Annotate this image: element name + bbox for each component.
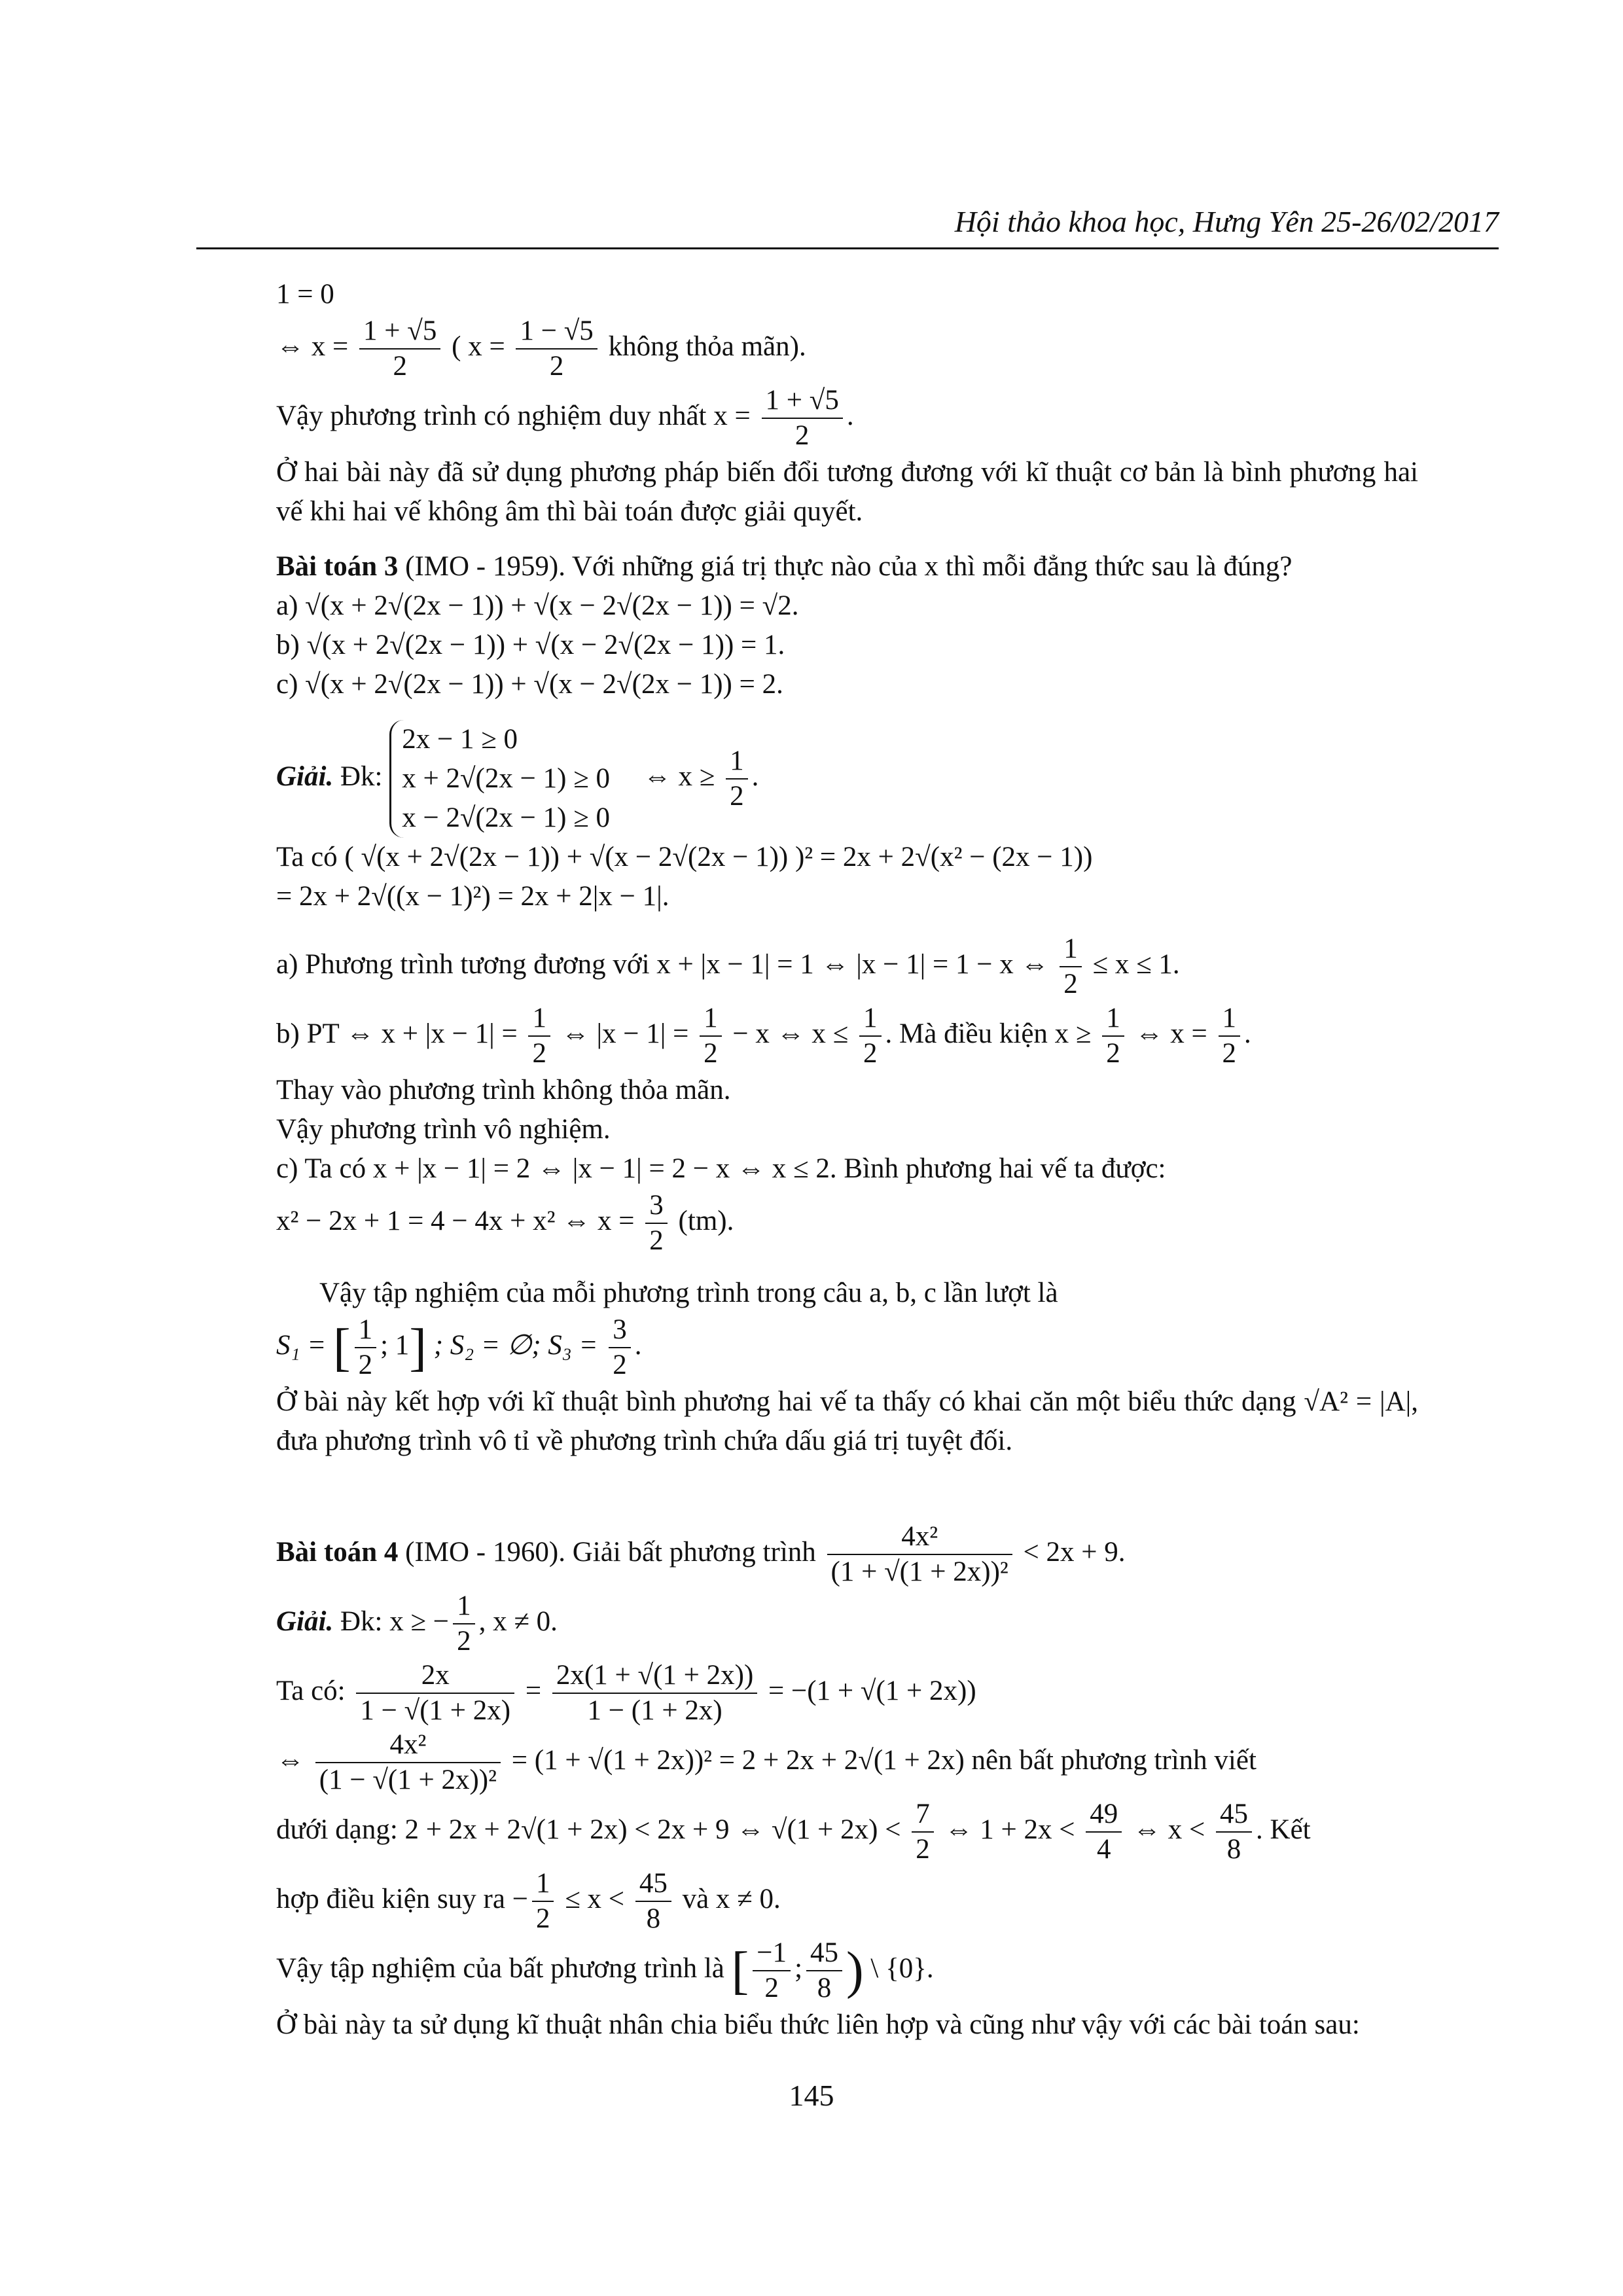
- problem-3-part-b: b) √(x + 2√(2x − 1)) + √(x − 2√(2x − 1)) = 1.: [276, 630, 785, 660]
- fraction: $\frac{1}{2}$: [726, 744, 748, 814]
- fraction: $\frac{1}{2}$: [532, 1867, 554, 1936]
- problem-3-part-c: c) √(x + 2√(2x − 1)) + √(x − 2√(2x − 1)) = 2.: [276, 669, 783, 700]
- right-paren: ): [846, 1942, 864, 2000]
- solution-part-b: b) PT ⇔ x + |x − 1| = $\frac{1}{2}$ ⇔ |x − 1| = $\frac{1}{2}$ − x ⇔ x ≤ $\frac{1}{2}$ . Mà điều kiện x ≥ $\frac{1}{2}$ ⇔ x = $\frac{1}{2}$ .: [276, 1001, 1418, 1071]
- fraction: $\frac{1}{2}$: [528, 1001, 550, 1071]
- math-line: 1 = 0: [276, 279, 334, 310]
- fraction: $\frac{1}{2}$: [1102, 1001, 1124, 1071]
- fraction: $\frac{45}{8}$: [1216, 1797, 1252, 1867]
- left-bracket: [: [332, 1319, 351, 1376]
- fraction: $\frac{45}{8}$: [635, 1867, 671, 1936]
- text-line: Vậy phương trình vô nghiệm.: [276, 1114, 611, 1145]
- text-line: Thay vào phương trình không thỏa mãn.: [276, 1075, 731, 1105]
- paragraph: Ở hai bài này đã sử dụng phương pháp biến đổi tương đương với kĩ thuật cơ bản là bình phương hai vế khi hai vế không âm thì bài toán được giải quyết.: [276, 457, 1418, 527]
- left-bracket: [: [731, 1942, 749, 2000]
- condition-line: Giải. Đk: x ≥ − $\frac{1}{2}$ , x ≠ 0.: [276, 1589, 1418, 1659]
- page-body: [276, 275, 1418, 2045]
- solution-set-line: Vậy tập nghiệm của bất phương trình là [ $\frac{-1}{2}$ ; $\frac{45}{8}$ ) \ {0}.: [276, 1936, 1418, 2005]
- fraction: $\frac{1}{2}$: [859, 1001, 882, 1071]
- paragraph: Ở bài này kết hợp với kĩ thuật bình phương hai vế ta thấy có khai căn một biểu thức dạng √A² = |A|, đưa phương trình vô tỉ về phương trình chứa dấu giá trị tuyệt đối.: [276, 1386, 1418, 1456]
- solution-sets: S₁ = [ $\frac{1}{2}$ ; 1] ; S₂ = ∅; S₃ = $\frac{3}{2}$ .: [276, 1313, 1418, 1382]
- math-line: dưới dạng: 2 + 2x + 2√(1 + 2x) < 2x + 9 ⇔ √(1 + 2x) < $\frac{7}{2}$ ⇔ 1 + 2x < $\frac{49}{4}$ ⇔ x < $\frac{45}{8}$ . Kết: [276, 1797, 1418, 1867]
- right-bracket: ]: [409, 1319, 427, 1376]
- fraction: $\frac{-1}{2}$: [753, 1936, 791, 2005]
- math-line: Ta có: $\frac{2x}{1 - √(1 + 2x)}$ = $\frac{2x(1 + √(1 + 2x))}{1 - (1 + 2x)}$ = −(1 + √(1 + 2x)): [276, 1659, 1418, 1728]
- math-line: ⇔ x = $\frac{1 + √5}{2}$ ( x = $\frac{1 - √5}{2}$ không thỏa mãn).: [276, 314, 1418, 384]
- solution-sets-intro: Vậy tập nghiệm của mỗi phương trình trong câu a, b, c lần lượt là: [319, 1278, 1058, 1308]
- fraction: $\frac{2x}{1 - √(1 + 2x)}$: [356, 1659, 514, 1728]
- math-line: Ta có ( √(x + 2√(2x − 1)) + √(x − 2√(2x − 1)) )² = 2x + 2√(x² − (2x − 1)): [276, 842, 1093, 872]
- fraction: $\frac{49}{4}$: [1086, 1797, 1122, 1867]
- math-line: = 2x + 2√((x − 1)²) = 2x + 2|x − 1|.: [276, 881, 669, 912]
- math-line: ⇔ $\frac{\text{4x²}}{\text{(1 − √(1 + 2x))²}}$ = (1 + √(1 + 2x))² = 2 + 2x + 2√(1 + 2x) nên bất phương trình viết: [276, 1728, 1418, 1797]
- solution-part-a: a) Phương trình tương đương với x + |x − 1| = 1 ⇔ |x − 1| = 1 − x ⇔ $\frac{1}{2}$ ≤ x ≤ 1.: [276, 932, 1418, 1001]
- fraction: $\frac{\text{4x²}}{\text{(1 + √(1 + 2x))²}}$: [827, 1520, 1012, 1589]
- fraction: $\frac{1}{2}$: [1219, 1001, 1241, 1071]
- fraction: $\frac{1}{2}$: [453, 1589, 475, 1659]
- header-divider: [196, 247, 1499, 249]
- problem-3-part-a: a) √(x + 2√(2x − 1)) + √(x − 2√(2x − 1)) = √2.: [276, 590, 799, 621]
- fraction: $\frac{1 + √5}{2}$: [762, 384, 843, 453]
- fraction: $\frac{3}{2}$: [645, 1189, 668, 1258]
- math-line: hợp điều kiện suy ra − $\frac{1}{2}$ ≤ x < $\frac{45}{8}$ và x ≠ 0.: [276, 1867, 1418, 1936]
- paragraph: Ở bài này ta sử dụng kĩ thuật nhân chia biểu thức liên hợp và cũng như vậy với các bài toán sau:: [276, 2009, 1360, 2040]
- fraction: $\frac{2x(1 + √(1 + 2x))}{1 - (1 + 2x)}$: [552, 1659, 757, 1728]
- fraction: $\frac{7}{2}$: [912, 1797, 934, 1867]
- page-number: 145: [789, 2079, 834, 2112]
- fraction: $\frac{1 - √5}{2}$: [516, 314, 597, 384]
- fraction: $\frac{1}{2}$: [1060, 932, 1082, 1001]
- problem-4-heading: Bài toán 4 (IMO - 1960). Giải bất phương trình $\frac{\text{4x²}}{\text{(1 + √(1 + 2x))²}}$ < 2x + 9.: [276, 1520, 1418, 1589]
- fraction: $\frac{3}{2}$: [609, 1313, 631, 1382]
- fraction: $\frac{\text{4x²}}{\text{(1 − √(1 + 2x))²}}$: [315, 1728, 501, 1797]
- math-line: Vậy phương trình có nghiệm duy nhất x = $\frac{1 + √5}{2}$ .: [276, 384, 1418, 453]
- fraction: $\frac{1}{2}$: [355, 1313, 377, 1382]
- system-brace: 2x − 1 ≥ 0 x + 2√(2x − 1) ≥ 0 x − 2√(2x − 1) ≥ 0: [389, 720, 610, 838]
- math-line: x² − 2x + 1 = 4 − 4x + x² ⇔ x = $\frac{3}{2}$ (tm).: [276, 1189, 1418, 1258]
- problem-3-heading: Bài toán 3 (IMO - 1959). Với những giá trị thực nào của x thì mỗi đẳng thức sau là đúng?: [276, 551, 1293, 582]
- fraction: $\frac{1}{2}$: [700, 1001, 722, 1071]
- solution-part-c: c) Ta có x + |x − 1| = 2 ⇔ |x − 1| = 2 − x ⇔ x ≤ 2. Bình phương hai vế ta được:: [276, 1153, 1166, 1184]
- running-header: Hội thảo khoa học, Hưng Yên 25-26/02/2017: [954, 205, 1499, 238]
- condition-system: Giải. Đk: 2x − 1 ≥ 0 x + 2√(2x − 1) ≥ 0 x − 2√(2x − 1) ≥ 0 ⇔ x ≥ $\frac{1}{2}$ .: [276, 720, 1418, 838]
- fraction: $\frac{1 + √5}{2}$: [359, 314, 440, 384]
- fraction: $\frac{45}{8}$: [806, 1936, 842, 2005]
